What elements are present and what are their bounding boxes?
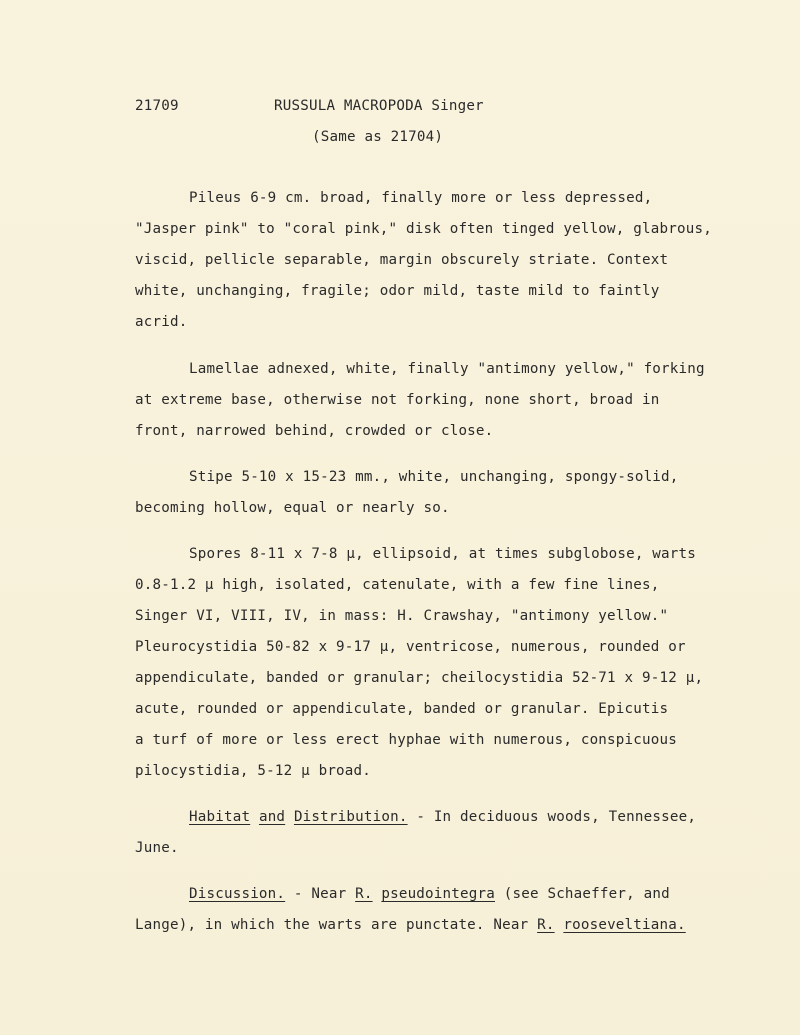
habitat-heading-word-3: Distribution. [293,809,408,825]
genus-abbrev-1: R. [355,886,373,902]
habitat-line-2: June. [135,840,179,856]
spores-line-8: pilocystidia, 5-12 µ broad. [135,763,372,779]
pileus-line-1: Pileus 6-9 cm. broad, finally more or less depressed, [189,190,653,206]
habitat-heading-word-2: and [258,809,286,825]
habitat-text: - In deciduous woods, Tennessee, [407,809,697,825]
spores-line-5: appendiculate, banded or granular; cheilocystidia 52-71 x 9-12 µ, [135,670,704,686]
spores-line-7: a turf of more or less erect hyphae with numerous, conspicuous [135,732,677,748]
same-as-note: (Same as 21704) [312,129,444,145]
spores-line-4: Pleurocystidia 50-82 x 9-17 µ, ventricose, numerous, rounded or [135,639,686,655]
spores-line-3: Singer VI, VIII, IV, in mass: H. Crawshay, "antimony yellow." [135,608,669,624]
species-name-1: pseudointegra [381,886,495,902]
habitat-heading-word-1: Habitat [189,809,251,825]
spores-line-1: Spores 8-11 x 7-8 µ, ellipsoid, at times subglobose, warts [189,546,697,562]
discussion-line-2 [135,915,686,935]
pileus-line-5: acrid. [135,314,188,330]
lamellae-line-2: at extreme base, otherwise not forking, none short, broad in [135,392,660,408]
spores-line-6: acute, rounded or appendiculate, banded or granular. Epicutis [135,701,669,717]
stipe-line-2: becoming hollow, equal or nearly so. [135,500,450,516]
discussion-text-2: (see Schaeffer, and [495,886,670,902]
stipe-line-1: Stipe 5-10 x 15-23 mm., white, unchanging, spongy-solid, [189,469,679,485]
discussion-heading: Discussion. [189,886,286,902]
spores-line-2: 0.8-1.2 µ high, isolated, catenulate, with a few fine lines, [135,577,660,593]
lamellae-line-3: front, narrowed behind, crowded or close. [135,423,494,439]
discussion-text-1: - Near [285,886,356,902]
species-name-2: rooseveltiana. [563,917,686,933]
discussion-text-3: Lange), in which the warts are punctate. Near [135,917,538,933]
lamellae-line-1: Lamellae adnexed, white, finally "antimony yellow," forking [189,361,705,377]
discussion-line-1 [189,884,670,904]
pileus-line-2: "Jasper pink" to "coral pink," disk often tinged yellow, glabrous, [135,221,712,237]
document-title: RUSSULA MACROPODA Singer [274,98,484,114]
genus-abbrev-2: R. [537,917,555,933]
pileus-line-3: viscid, pellicle separable, margin obscurely striate. Context [135,252,669,268]
habitat-line-1 [189,807,696,827]
specimen-number: 21709 [135,98,179,114]
pileus-line-4: white, unchanging, fragile; odor mild, taste mild to faintly [135,283,660,299]
